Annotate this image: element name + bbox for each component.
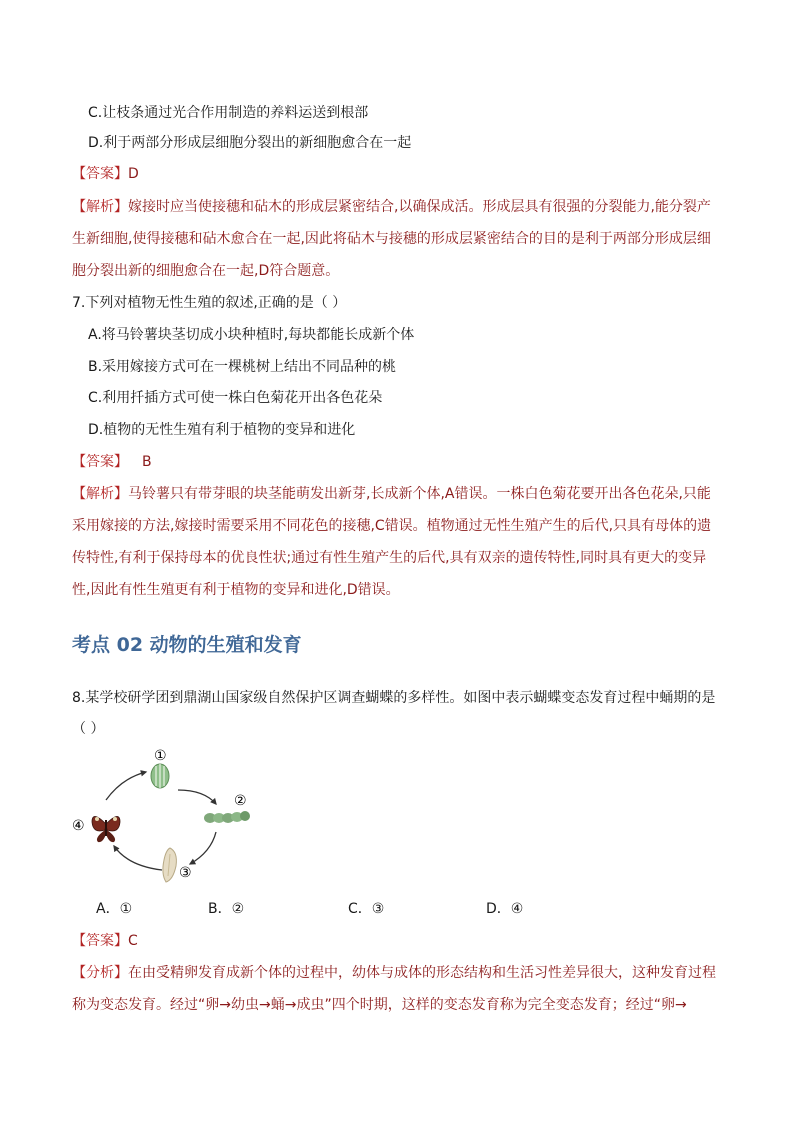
q8-stem-line-2: （ ） (72, 721, 105, 737)
q8-stem-line-1: 8.某学校研学团到鼎湖山国家级自然保护区调查蝴蝶的多样性。如图中表示蝴蝶变态发育过程中蛹期的是 (72, 690, 716, 706)
q8-option-b: B．② (208, 901, 245, 917)
arrow-adult-to-egg (106, 772, 146, 800)
q7-analysis-line-4: 性,因此有性生殖更有利于植物的变异和进化,D错误。 (72, 582, 400, 598)
q8-analysis-line-1 (72, 963, 724, 983)
q8-option-c: C．③ (348, 901, 385, 917)
q6-analysis-line-1 (72, 197, 724, 217)
answer-tag: 【答案】 (72, 933, 128, 949)
analysis-tag: 【解析】 (72, 199, 128, 215)
q6-answer (72, 164, 724, 184)
section-heading: 考点 02 动物的生殖和发育 (72, 634, 302, 656)
label-1: ① (154, 748, 167, 764)
q6-option-c: C.让枝条通过光合作用制造的养料运送到根部 (88, 105, 369, 121)
analysis-text: 在由受精卵发育成新个体的过程中，幼体与成体的形态结构和生活习性差异很大，这种发育过程 (128, 965, 716, 981)
answer-tag: 【答案】 (72, 166, 128, 182)
arrow-pupa-to-adult (114, 846, 162, 870)
q8-answer (72, 931, 724, 951)
analysis-text: 嫁接时应当使接穗和砧木的形成层紧密结合,以确保成活。形成层具有很强的分裂能力,能分裂产 (128, 199, 711, 215)
analysis-tag: 【解析】 (72, 486, 128, 502)
q7-analysis-line-1 (72, 484, 724, 504)
answer-tag: 【答案】 (72, 454, 128, 470)
q6-analysis-line-2: 生新细胞,使得接穗和砧木愈合在一起,因此将砧木与接穗的形成层紧密结合的目的是利于两部分形成层细 (72, 231, 711, 247)
answer-value: C (128, 933, 138, 949)
caterpillar-icon (204, 811, 250, 823)
q7-option-a: A.将马铃薯块茎切成小块种植时,每块都能长成新个体 (88, 327, 415, 343)
pupa-icon (163, 848, 177, 882)
q7-answer (72, 452, 724, 472)
q7-analysis-line-2: 采用嫁接的方法,嫁接时需要采用不同花色的接穗,C错误。植物通过无性生殖产生的后代,只具有母体的遗 (72, 518, 712, 534)
label-4: ④ (72, 818, 85, 834)
q7-option-d: D.植物的无性生殖有利于植物的变异和进化 (88, 422, 356, 438)
q7-analysis-line-3: 传特性,有利于保持母本的优良性状;通过有性生殖产生的后代,具有双亲的遗传特性,同时具有更大的变异 (72, 550, 707, 566)
arrow-larva-to-pupa (190, 832, 216, 864)
q7-stem: 7.下列对植物无性生殖的叙述,正确的是（ ） (72, 295, 347, 311)
q8-option-a: A．① (96, 901, 133, 917)
q6-option-d: D.利于两部分形成层细胞分裂出的新细胞愈合在一起 (88, 135, 412, 151)
q7-option-b: B.采用嫁接方式可在一棵桃树上结出不同品种的桃 (88, 359, 397, 375)
butterfly-icon (92, 816, 120, 842)
label-3: ③ (179, 865, 192, 881)
butterfly-life-cycle-figure (66, 742, 276, 892)
analysis-tag: 【分析】 (72, 965, 128, 981)
arrow-egg-to-larva (178, 790, 216, 804)
egg-icon (151, 764, 169, 788)
q6-analysis-line-3: 胞分裂出新的细胞愈合在一起,D符合题意。 (72, 263, 340, 279)
answer-value: B (142, 454, 152, 470)
label-2: ② (234, 793, 247, 809)
q7-option-c: C.利用扦插方式可使一株白色菊花开出各色花朵 (88, 390, 383, 406)
answer-value: D (128, 166, 139, 182)
q8-analysis-line-2: 称为变态发育。经过“卵→幼虫→蛹→成虫”四个时期，这样的变态发育称为完全变态发育；经过“卵→ (72, 997, 687, 1013)
q8-option-d: D．④ (486, 901, 524, 917)
analysis-text: 马铃薯只有带芽眼的块茎能萌发出新芽,长成新个体,A错误。一株白色菊花要开出各色花朵,只能 (128, 486, 711, 502)
